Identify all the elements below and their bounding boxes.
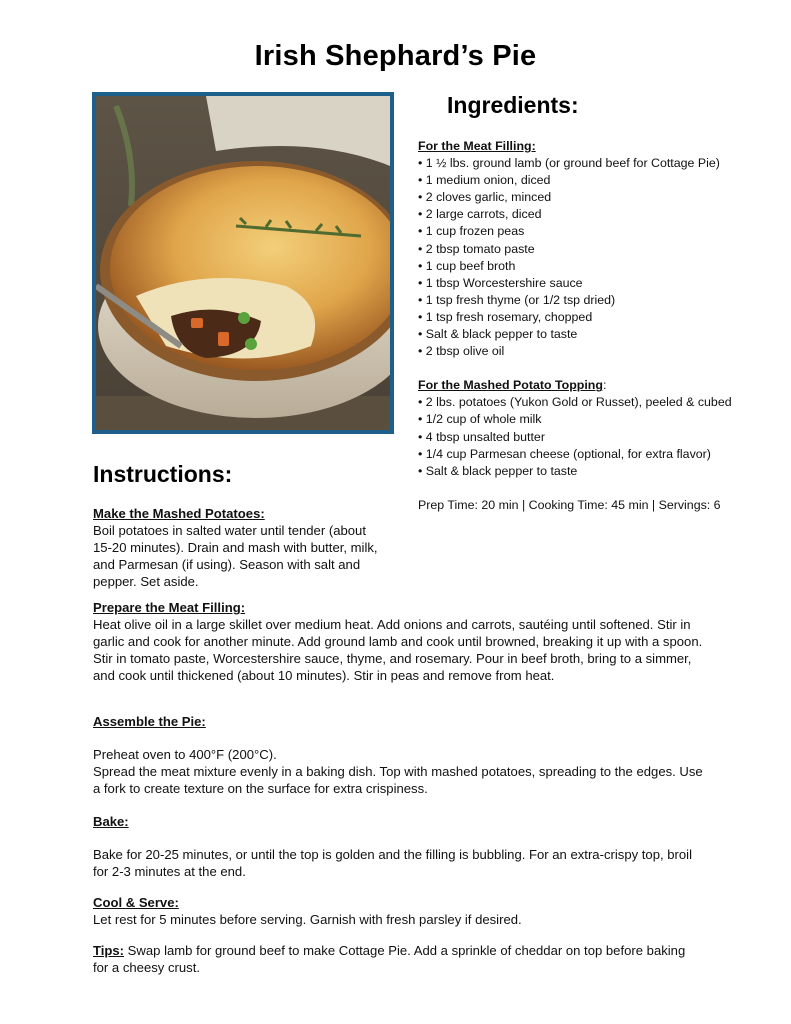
ingredient-item: • Salt & black pepper to taste bbox=[418, 326, 748, 343]
step-heading: Assemble the Pie: bbox=[93, 714, 206, 729]
potato-topping-heading: For the Mashed Potato Topping bbox=[418, 378, 603, 393]
ingredient-item: • 1 cup frozen peas bbox=[418, 223, 748, 240]
recipe-meta: Prep Time: 20 min | Cooking Time: 45 min | Servings: 6 bbox=[418, 497, 721, 512]
step-bake bbox=[93, 814, 703, 881]
potato-topping-heading-row bbox=[418, 377, 748, 394]
ingredients-heading: Ingredients: bbox=[447, 92, 579, 118]
step-text: Let rest for 5 minutes before serving. Garnish with fresh parsley if desired. bbox=[93, 911, 522, 927]
step-heading: Bake: bbox=[93, 814, 129, 829]
step-cool-serve bbox=[93, 895, 703, 929]
recipe-photo bbox=[92, 92, 394, 434]
ingredient-item: • 1 tsp fresh rosemary, chopped bbox=[418, 309, 748, 326]
step-heading: Prepare the Meat Filling: bbox=[93, 600, 246, 615]
meat-filling-heading: For the Meat Filling: bbox=[418, 139, 536, 153]
step-text: Bake for 20-25 minutes, or until the top is golden and the filling is bubbling. For an extra-crispy top, broil for 2-3 minutes at the end. bbox=[93, 846, 693, 879]
step-meat-filling bbox=[93, 600, 703, 685]
step-heading: Cool & Serve: bbox=[93, 895, 179, 910]
ingredient-item: • 2 tbsp olive oil bbox=[418, 343, 748, 360]
ingredient-item: • 1 medium onion, diced bbox=[418, 172, 748, 189]
step-text: Preheat oven to 400°F (200°C). bbox=[93, 746, 277, 762]
step-mashed-potatoes bbox=[93, 506, 383, 591]
ingredient-item: • 2 tbsp tomato paste bbox=[418, 241, 748, 258]
step-text: Spread the meat mixture evenly in a baking dish. Top with mashed potatoes, spreading to the edges. Use a fork to create texture on the surface for extra crispiness. bbox=[93, 763, 703, 796]
ingredient-item: • 1 ½ lbs. ground lamb (or ground beef for Cottage Pie) bbox=[418, 155, 748, 172]
ingredient-item: • 1 tsp fresh thyme (or 1/2 tsp dried) bbox=[418, 292, 748, 309]
ingredient-item: • 4 tbsp unsalted butter bbox=[418, 429, 748, 446]
recipe-title: Irish Shephard’s Pie bbox=[254, 40, 537, 72]
tips bbox=[93, 943, 703, 977]
step-text: Heat olive oil in a large skillet over medium heat. Add onions and carrots, sautéing until softened. Stir in garlic and cook for another minute. Add ground lamb and cook until browned, breaking it up with a spoon. Stir in tomato paste, Worcestershire sauce, thyme, and rosemary. Pour in beef broth, bring to a simmer, and cook until thickened (about 10 minutes). Stir in peas and remove from heat. bbox=[93, 616, 703, 683]
ingredient-item: • 1/4 cup Parmesan cheese (optional, for extra flavor) bbox=[418, 446, 748, 463]
tips-text: Swap lamb for ground beef to make Cottage Pie. Add a sprinkle of cheddar on top before baking for a cheesy crust. bbox=[93, 943, 686, 975]
step-assemble bbox=[93, 714, 703, 798]
ingredient-item: • 2 large carrots, diced bbox=[418, 206, 748, 223]
tips-label: Tips: bbox=[93, 943, 125, 958]
ingredient-item: • 2 lbs. potatoes (Yukon Gold or Russet), peeled & cubed bbox=[418, 394, 748, 411]
ingredient-item: • 1 tbsp Worcestershire sauce bbox=[418, 275, 748, 292]
instructions-heading: Instructions: bbox=[93, 461, 233, 487]
meat-filling-list bbox=[418, 155, 748, 360]
ingredient-item: • 1/2 cup of whole milk bbox=[418, 411, 748, 428]
shepherds-pie-image bbox=[96, 96, 390, 430]
potato-topping-list bbox=[418, 394, 748, 479]
ingredient-item: • 2 cloves garlic, minced bbox=[418, 189, 748, 206]
step-text: Boil potatoes in salted water until tender (about 15-20 minutes). Drain and mash with butter, milk, and Parmesan (if using). Season with salt and pepper. Set aside. bbox=[93, 522, 378, 589]
ingredient-item: • 1 cup beef broth bbox=[418, 258, 748, 275]
ingredients-section bbox=[418, 138, 748, 514]
ingredient-item: • Salt & black pepper to taste bbox=[418, 463, 748, 480]
potato-topping-colon: : bbox=[602, 378, 607, 393]
step-heading: Make the Mashed Potatoes: bbox=[93, 506, 265, 521]
